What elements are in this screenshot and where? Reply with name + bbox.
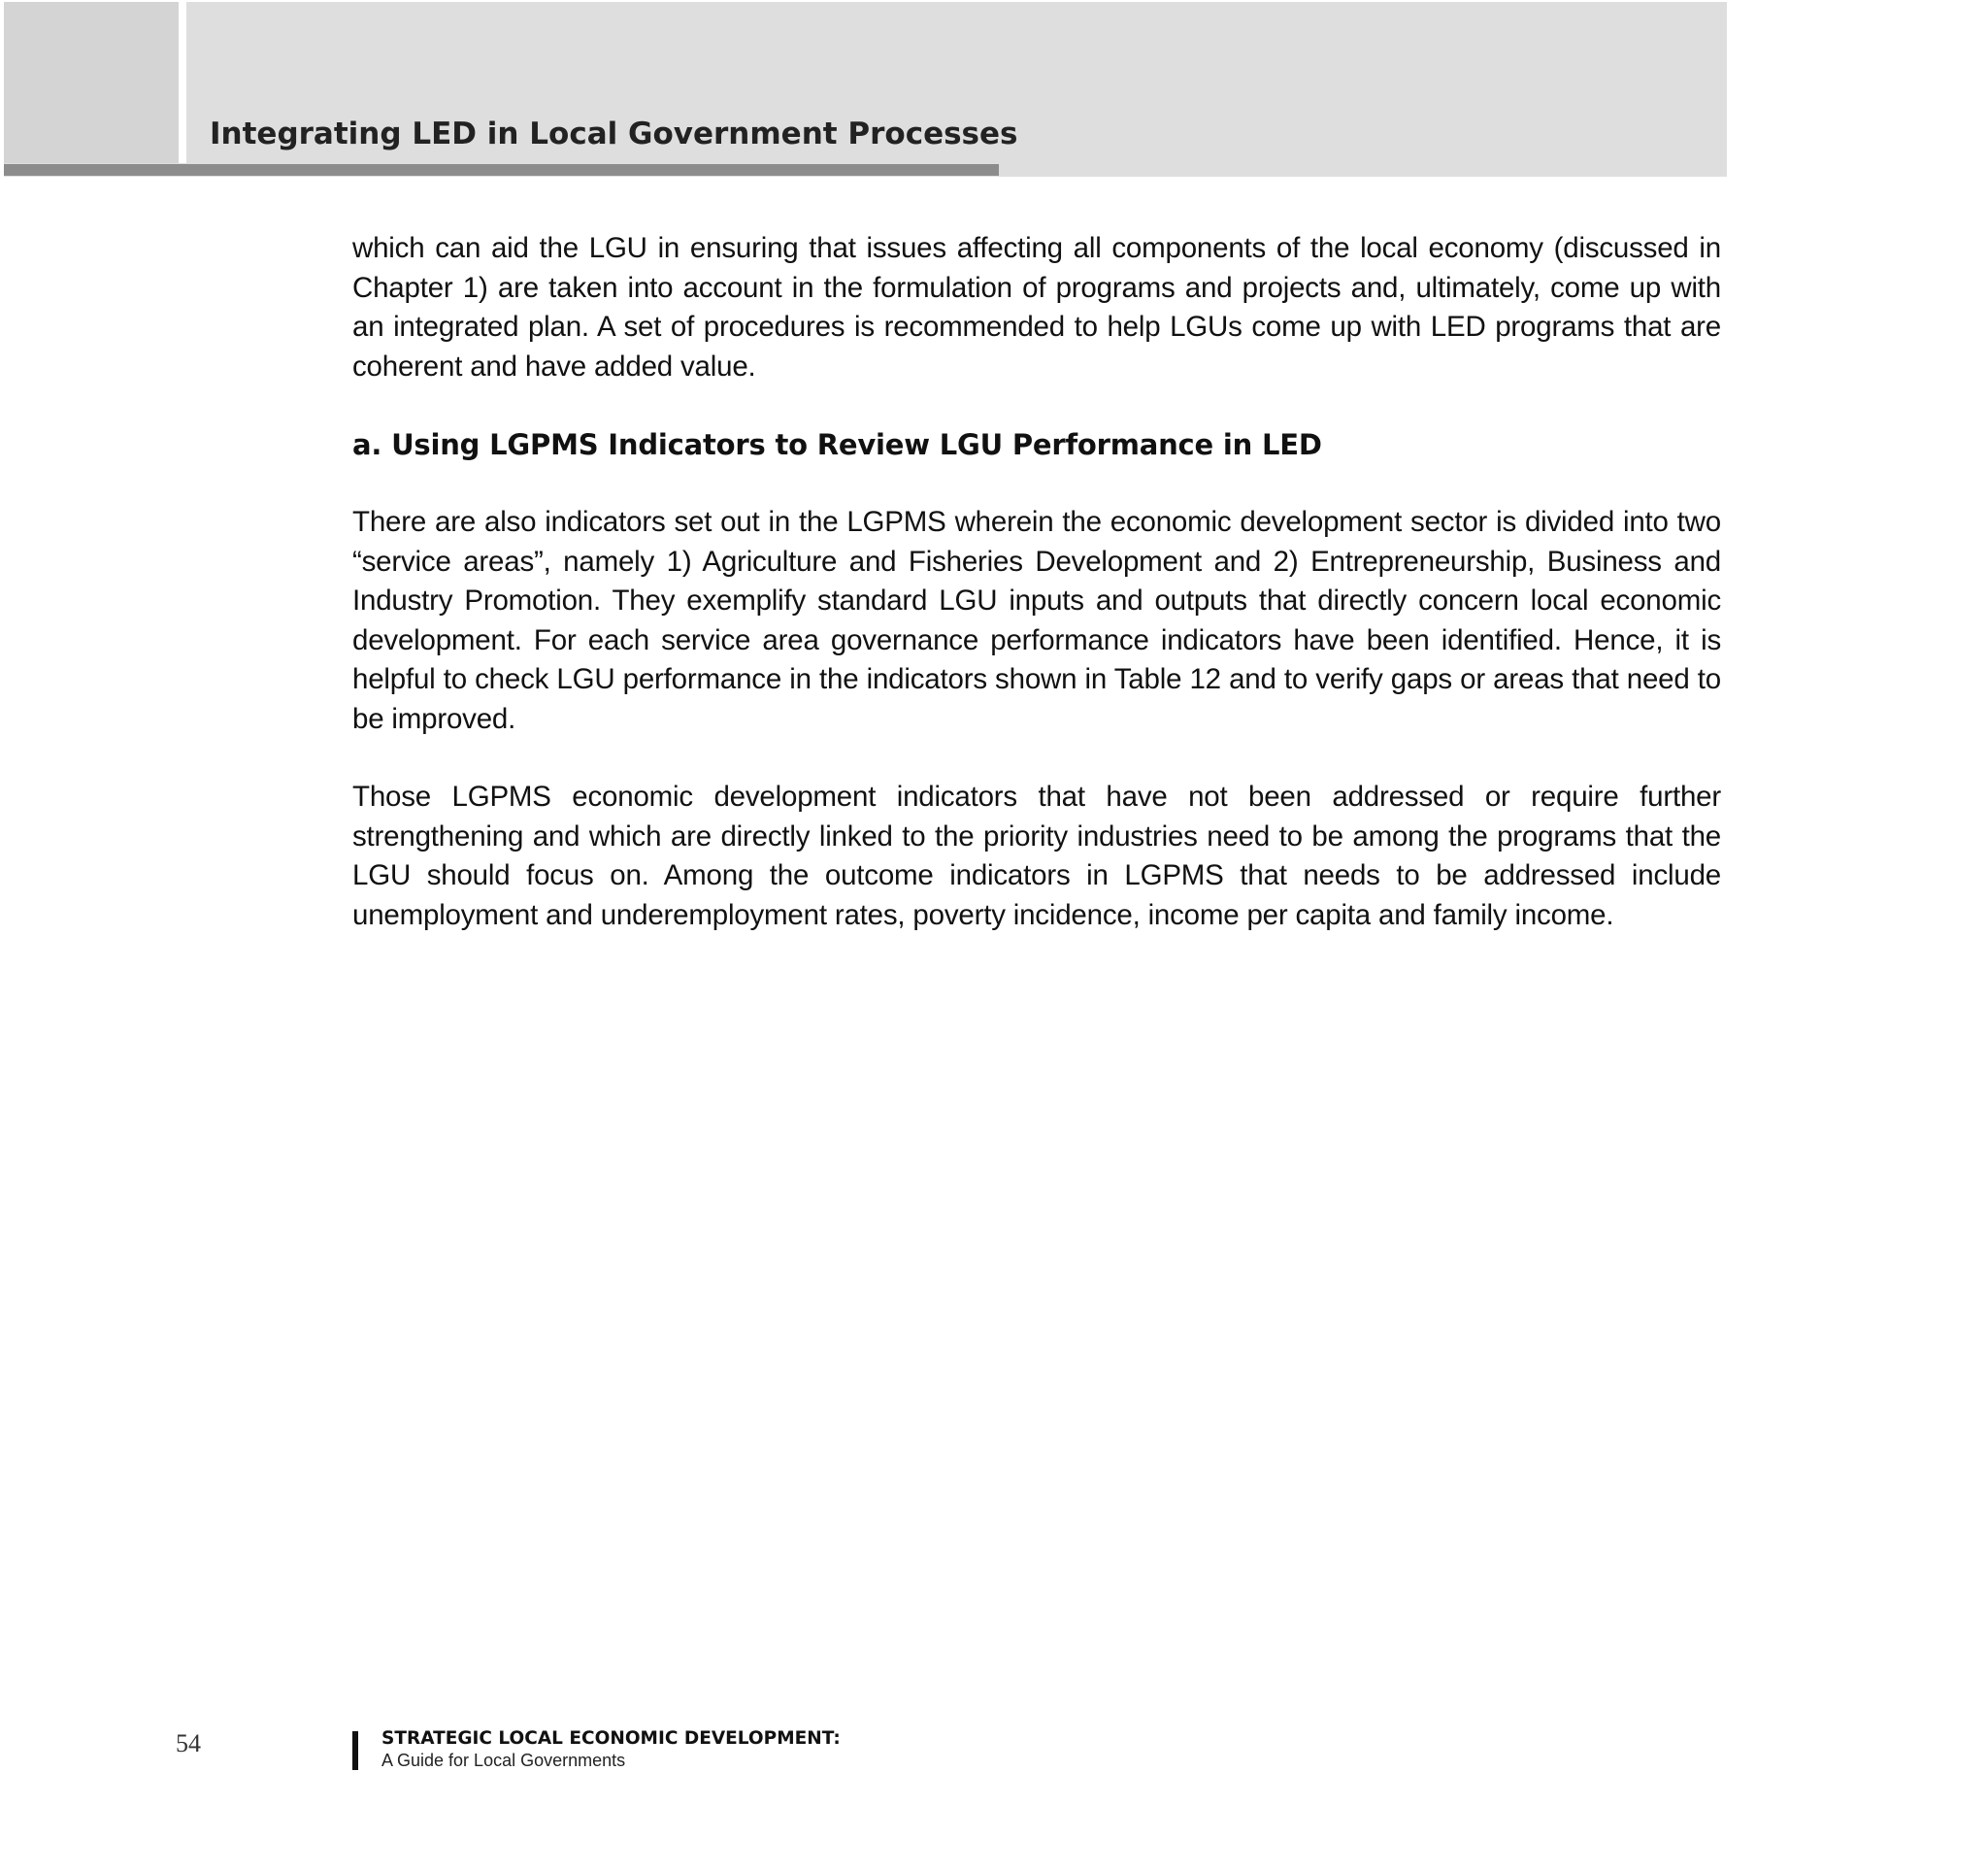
section-heading: a. Using LGPMS Indicators to Review LGU Performance in LED bbox=[352, 428, 1322, 461]
chapter-header-title: Integrating LED in Local Government Processes bbox=[210, 117, 1018, 151]
header-underline bbox=[4, 164, 999, 176]
footer-book-subtitle: A Guide for Local Governments bbox=[381, 1751, 626, 1770]
body-paragraph-intro: which can aid the LGU in ensuring that issues affecting all components of the local economy (discussed in Chapter 1) are taken into account in the formulation of programs and projects and, ultimately, come up with an integrated plan. A set of procedures is recommended to help LGUs come up with LED programs that are coherent and have added value. bbox=[352, 232, 1721, 383]
page-number: 54 bbox=[176, 1729, 201, 1757]
footer-rule bbox=[352, 1731, 358, 1770]
footer-book-title: STRATEGIC LOCAL ECONOMIC DEVELOPMENT: bbox=[381, 1728, 841, 1749]
body-paragraph-indicators: There are also indicators set out in the LGPMS wherein the economic development sector is divided into two “service areas”, namely 1) Agriculture and Fisheries Development and 2) Entrepreneurship, Business and Industry Promotion. They exemplify standard LGU inputs and outputs that directly concern local economic development. For each service area governance performance indicators have been identified. Hence, it is helpful to check LGU performance in the indicators shown in Table 12 and to verify gaps or areas that need to be improved. bbox=[352, 506, 1721, 735]
body-paragraph-outcomes: Those LGPMS economic development indicators that have not been addressed or require further strengthening and which are directly linked to the priority industries need to be among the programs that the LGU should focus on. Among the outcome indicators in LGPMS that needs to be addressed include unemployment and underemployment rates, poverty incidence, income per capita and family income. bbox=[352, 781, 1721, 931]
page-body bbox=[352, 229, 1721, 974]
header-side-panel bbox=[4, 2, 179, 163]
header-divider bbox=[179, 2, 186, 163]
